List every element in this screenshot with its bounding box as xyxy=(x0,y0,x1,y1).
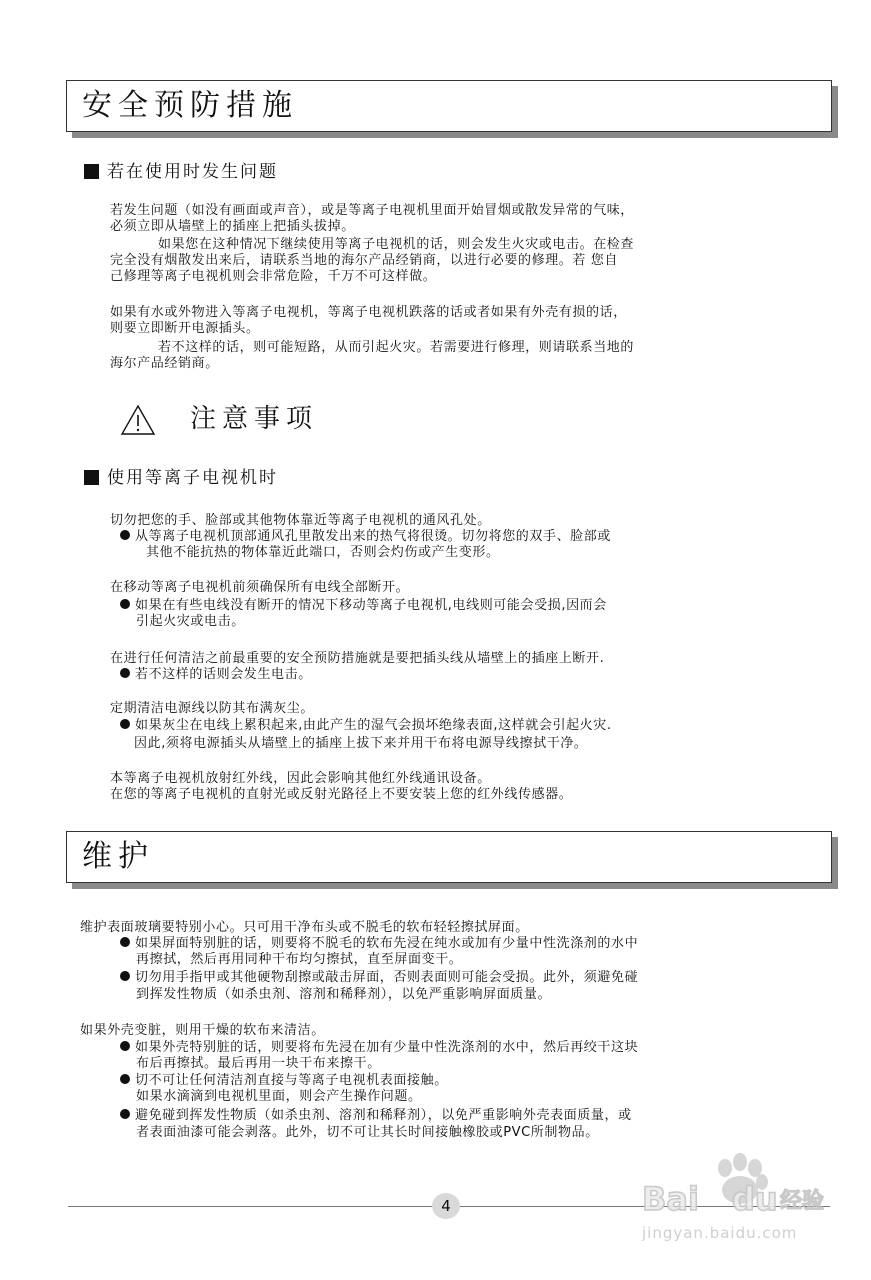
bullet-text: 如果灰尘在电线上累积起来,由此产生的湿气会损坏绝缘表面,这样就会引起火灾. xyxy=(135,718,612,733)
text-line: 己修理等离子电视机则会非常危险，千万不可这样做。 xyxy=(110,269,437,284)
safety-title: 安全预防措施 xyxy=(82,88,298,123)
text-line: 到挥发性物质（如杀虫剂、溶剂和稀释剂），以免严重影响屏面质量。 xyxy=(136,987,552,1002)
text-line: 在您的等离子电视机的直射光或反射光路径上不要安装上您的红外线传感器。 xyxy=(110,787,573,802)
text-line: 引起火灾或电击。 xyxy=(136,614,245,629)
bullet-icon xyxy=(120,1041,130,1051)
text-line: 如果水滴滴到电视机里面，则会产生操作问题。 xyxy=(136,1089,422,1104)
bullet-text: 若不这样的话则会发生电击。 xyxy=(135,667,312,682)
text-line: 切勿把您的手、脸部或其他物体靠近等离子电视机的通风孔处。 xyxy=(110,513,491,528)
text-line: 其他不能抗热的物体靠近此端口，否则会灼伤或产生变形。 xyxy=(146,545,500,560)
bullet-line xyxy=(120,936,638,952)
bullet-icon xyxy=(120,719,130,729)
bullet-icon xyxy=(120,668,130,678)
bullet-text: 切勿用手指甲或其他硬物刮擦或敲击屏面，否则表面则可能会受损。此外，须避免碰 xyxy=(135,970,639,985)
text-line: 者表面油漆可能会剥落。此外，切不可让其长时间接触橡胶或PVC所制物品。 xyxy=(136,1125,599,1140)
svg-text:经验: 经验 xyxy=(780,1189,825,1214)
warning-icon xyxy=(120,404,156,436)
bullet-line xyxy=(120,1108,632,1124)
bullet-line xyxy=(120,598,607,614)
bullet-icon xyxy=(120,1109,130,1119)
bullet-icon xyxy=(120,1074,130,1084)
text-line: 如果外壳变脏，则用干燥的软布来清洁。 xyxy=(80,1023,325,1038)
text-line: 因此,须将电源插头从墙壁上的插座上拔下来并用干布将电源导线擦拭干净。 xyxy=(134,736,588,751)
caution-title: 注意事项 xyxy=(190,404,319,434)
text-line: 如果有水或外物进入等离子电视机，等离子电视机跌落的话或者如果有外壳有损的话， xyxy=(110,305,627,320)
square-bullet-icon xyxy=(84,470,99,485)
baidu-paw-icon xyxy=(640,1148,840,1248)
bullet-line xyxy=(120,1073,448,1089)
baidu-watermark xyxy=(640,1148,840,1248)
text-line: 在进行任何清洁之前最重要的安全预防措施就是要把插头线从墙壁上的插座上断开. xyxy=(110,651,605,666)
text-line: 则要立即断开电源插头。 xyxy=(110,321,260,336)
svg-text:du: du xyxy=(732,1180,778,1218)
text-line: 再擦拭，然后再用同种干布均匀擦拭，直至屏面变干。 xyxy=(136,952,463,967)
maintenance-title-box xyxy=(66,831,832,883)
safety-subheading xyxy=(84,162,278,182)
safety-subheading-text: 若在使用时发生问题 xyxy=(107,162,278,182)
page-number: 4 xyxy=(432,1193,460,1219)
maintenance-title: 维护 xyxy=(82,839,154,874)
text-line: 布后再擦拭。最后再用一块干布来擦干。 xyxy=(136,1056,381,1071)
svg-text:jingyan.baidu.com: jingyan.baidu.com xyxy=(642,1224,798,1242)
bullet-line xyxy=(120,718,612,734)
bullet-text: 如果在有些电线没有断开的情况下移动等离子电视机,电线则可能会受损,因而会 xyxy=(135,598,607,613)
text-line: 如果您在这种情况下继续使用等离子电视机的话，则会发生火灾或电击。在检查 xyxy=(158,237,635,252)
text-line: 若不这样的话，则可能短路，从而引起火灾。若需要进行修理，则请联系当地的 xyxy=(158,340,635,355)
bullet-icon xyxy=(120,599,130,609)
text-line: 定期清洁电源线以防其布满灰尘。 xyxy=(110,701,315,716)
bullet-icon xyxy=(120,530,130,540)
svg-text:Bai: Bai xyxy=(642,1180,699,1218)
bullet-text: 如果屏面特别脏的话，则要将不脱毛的软布先浸在纯水或加有少量中性洗涤剂的水中 xyxy=(135,936,639,951)
caution-subheading-text: 使用等离子电视机时 xyxy=(107,468,278,488)
bullet-text: 如果外壳特别脏的话，则要将布先浸在加有少量中性洗涤剂的水中，然后再绞干这块 xyxy=(135,1040,639,1055)
bullet-line xyxy=(120,529,611,545)
bullet-line xyxy=(120,1040,638,1056)
text-line: 完全没有烟散发出来后，请联系当地的海尔产品经销商，以进行必要的修理。若 您自 xyxy=(110,253,618,268)
text-line: 海尔产品经销商。 xyxy=(110,356,219,371)
text-line: 必须立即从墙壁上的插座上把插头拔掉。 xyxy=(110,219,355,234)
text-line: 在移动等离子电视机前须确保所有电线全部断开。 xyxy=(110,580,410,595)
bullet-text: 从等离子电视机顶部通风孔里散发出来的热气将很烫。切勿将您的双手、脸部或 xyxy=(135,529,612,544)
safety-title-box xyxy=(66,80,832,132)
square-bullet-icon xyxy=(84,164,99,179)
bullet-text: 切不可让任何清洁剂直接与等离子电视机表面接触。 xyxy=(135,1073,448,1088)
bullet-icon xyxy=(120,937,130,947)
text-line: 维护表面玻璃要特别小心。只可用干净布头或不脱毛的软布轻轻擦拭屏面。 xyxy=(80,920,529,935)
text-line: 若发生问题（如没有画面或声音），或是等离子电视机里面开始冒烟或散发异常的气味， xyxy=(110,203,634,218)
bullet-text: 避免碰到挥发性物质（如杀虫剂、溶剂和稀释剂），以免严重影响外壳表面质量，或 xyxy=(135,1108,632,1123)
bullet-icon xyxy=(120,971,130,981)
bullet-line xyxy=(120,970,638,986)
caution-subheading xyxy=(84,468,278,488)
bullet-line xyxy=(120,667,312,683)
text-line: 本等离子电视机放射红外线，因此会影响其他红外线通讯设备。 xyxy=(110,771,491,786)
